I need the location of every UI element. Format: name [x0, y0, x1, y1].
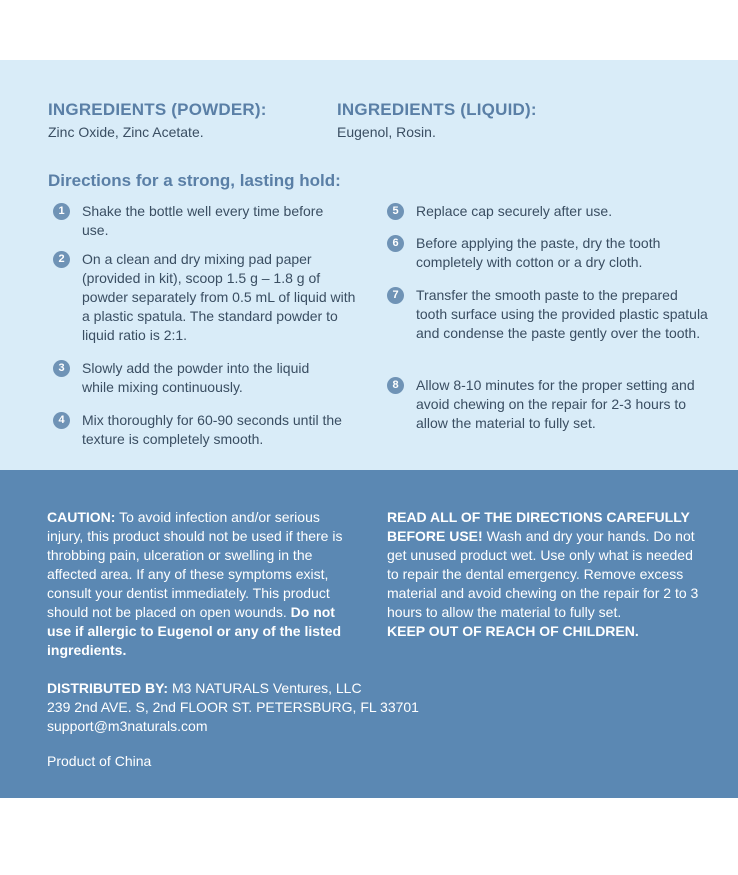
step-number-badge: 6: [387, 235, 404, 252]
distributor-name: M3 NATURALS Ventures, LLC: [168, 680, 362, 696]
read-directions-paragraph: [387, 508, 705, 641]
direction-step: [387, 234, 707, 272]
distributor-email: support@m3naturals.com: [47, 718, 208, 734]
direction-step: [53, 411, 343, 449]
step-text: Slowly add the powder into the liquid while mixing continuously.: [82, 360, 310, 395]
powder-ingredients-text: Zinc Oxide, Zinc Acetate.: [48, 124, 204, 140]
caution-paragraph: [47, 508, 359, 660]
directions-heading: Directions for a strong, lasting hold:: [48, 171, 341, 190]
ingredients-directions-panel: [0, 60, 738, 470]
distributor-address: 239 2nd AVE. S, 2nd FLOOR ST. PETERSBURG, FL 33701: [47, 699, 419, 715]
step-text: On a clean and dry mixing pad paper (provided in kit), scoop 1.5 g – 1.8 g of powder separately from 0.5 mL of liquid with a plastic spatula. The standard powder to liquid ratio is 2:1.: [82, 251, 356, 343]
liquid-ingredients-heading: INGREDIENTS (LIQUID):: [337, 100, 537, 119]
step-text: Before applying the paste, dry the tooth completely with cotton or a dry cloth.: [416, 235, 661, 270]
step-number-badge: 5: [387, 203, 404, 220]
step-number-badge: 7: [387, 287, 404, 304]
direction-step: [53, 250, 358, 345]
direction-step: [387, 376, 707, 433]
step-number-badge: 4: [53, 412, 70, 429]
caution-label: CAUTION:: [47, 509, 116, 525]
read-directions-label: READ ALL OF THE DIRECTIONS CAREFULLY BEFORE USE!: [387, 509, 690, 544]
step-number-badge: 3: [53, 360, 70, 377]
allergy-warning: Do not use if allergic to Eugenol or any of the listed ingredients.: [47, 604, 342, 658]
caution-text: To avoid infection and/or serious injury, this product should not be used if there is throbbing pain, ulceration or swelling in the affected area. If any of these symptoms exist, consult your dentist immediately. This product should not be placed on open wounds.: [47, 509, 343, 620]
liquid-ingredients-text: Eugenol, Rosin.: [337, 124, 436, 140]
step-text: Shake the bottle well every time before use.: [82, 203, 324, 238]
read-directions-text: Wash and dry your hands. Do not get unused product wet. Use only what is needed to repair the dental emergency. Remove excess material and avoid chewing on the repair for 2 to 3 hours to allow the material to fully set.: [387, 528, 699, 620]
step-number-badge: 8: [387, 377, 404, 394]
direction-step: [387, 286, 712, 343]
step-text: Transfer the smooth paste to the prepared tooth surface using the provided plastic spatula and condense the paste gently over the tooth.: [416, 287, 708, 341]
step-text: Replace cap securely after use.: [416, 203, 613, 219]
direction-step: [53, 359, 343, 397]
keep-out-warning: KEEP OUT OF REACH OF CHILDREN.: [387, 623, 639, 639]
step-number-badge: 1: [53, 203, 70, 220]
powder-ingredients-heading: INGREDIENTS (POWDER):: [48, 100, 267, 119]
distributor-block: [47, 679, 419, 736]
direction-step: [53, 202, 343, 240]
step-text: Allow 8-10 minutes for the proper setting and avoid chewing on the repair for 2-3 hours to allow the material to fully set.: [416, 377, 695, 431]
step-number-badge: 2: [53, 251, 70, 268]
distributor-label: DISTRIBUTED BY:: [47, 680, 169, 696]
product-origin: Product of China: [47, 753, 152, 769]
warnings-panel: [0, 470, 738, 798]
direction-step: [387, 202, 717, 221]
step-text: Mix thoroughly for 60-90 seconds until the texture is completely smooth.: [82, 412, 342, 447]
